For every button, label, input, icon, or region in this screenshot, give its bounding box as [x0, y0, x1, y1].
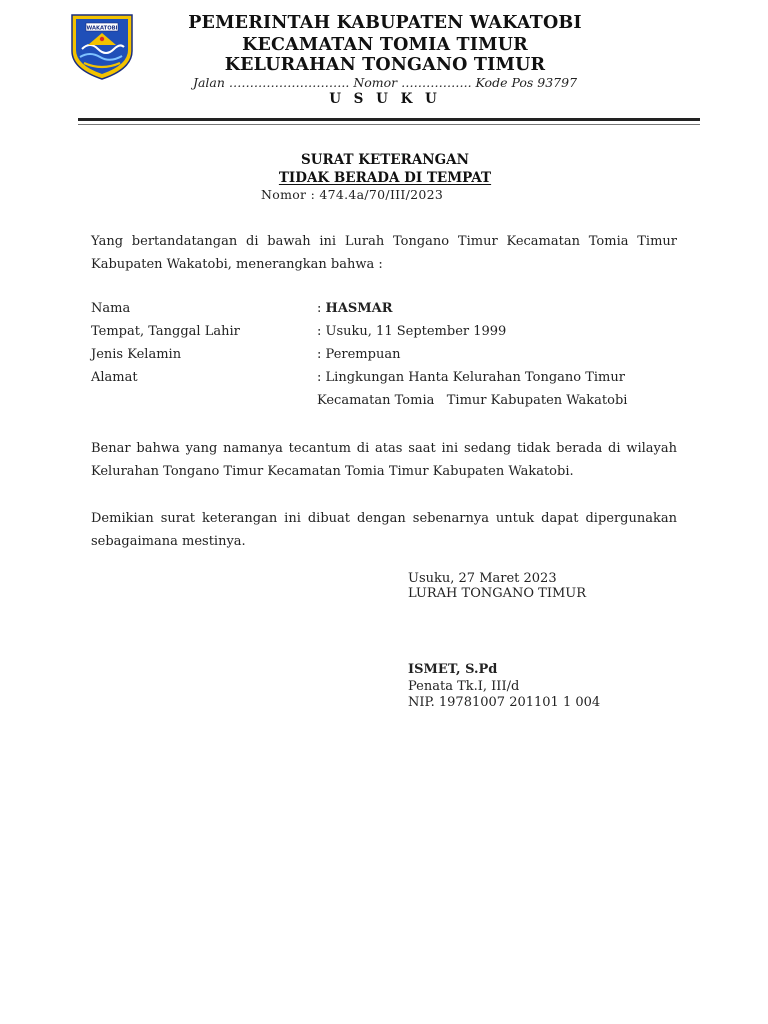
birth-value-row — [317, 324, 506, 339]
letterhead-district: KECAMATAN TOMIA TIMUR — [242, 35, 528, 55]
document-subtitle-text: TIDAK BERADA DI TEMPAT — [278, 170, 492, 186]
document-title: SURAT KETERANGAN — [301, 152, 469, 168]
address-label: Alamat — [91, 370, 138, 385]
signature-nip: NIP. 19781007 201101 1 004 — [408, 695, 601, 710]
birth-label: Tempat, Tanggal Lahir — [91, 324, 240, 339]
document-number: Nomor : 474.4a/70/III/2023 — [261, 187, 444, 202]
signature-place-date: Usuku, 27 Maret 2023 — [408, 571, 557, 586]
signature-official-title: LURAH TONGANO TIMUR — [408, 586, 587, 601]
gender-value-row — [317, 347, 400, 362]
intro-paragraph: Yang bertandatangan di bawah ini Lurah Tongano Timur Kecamatan Tomia Timur Kabupaten Wakatobi, menerangkan bahwa : — [91, 234, 677, 272]
birth-value: Usuku, 11 September 1999 — [325, 324, 507, 339]
signature-rank: Penata Tk.I, III/d — [408, 679, 520, 694]
letterhead-government: PEMERINTAH KABUPATEN WAKATOBI — [188, 13, 582, 33]
address-value-line1: Lingkungan Hanta Kelurahan Tongano Timur — [325, 370, 625, 385]
wakatobi-emblem-logo — [68, 11, 136, 81]
letterhead-divider-thick — [78, 118, 700, 121]
gender-value: Perempuan — [325, 347, 401, 362]
name-label: Nama — [91, 301, 131, 316]
signature-name: ISMET, S.Pd — [408, 662, 498, 677]
separator: : — [317, 347, 322, 362]
separator: : — [317, 301, 322, 316]
address-value-line2: Kecamatan Tomia Timur Kabupaten Wakatobi — [317, 393, 628, 408]
emblem-logo-text: WAKATOBI — [86, 25, 118, 32]
document-subtitle — [200, 170, 570, 186]
letterhead-divider-thin — [78, 124, 700, 125]
closing-paragraph: Demikian surat keterangan ini dibuat dengan sebenarnya untuk dapat dipergunakan sebagaimana mestinya. — [91, 511, 677, 549]
letterhead-village-office: KELURAHAN TONGANO TIMUR — [224, 55, 546, 75]
name-value-row — [317, 301, 393, 316]
statement-paragraph: Benar bahwa yang namanya tecantum di atas saat ini sedang tidak berada di wilayah Kelurahan Tongano Timur Kecamatan Tomia Timur Kabupaten Wakatobi. — [91, 441, 677, 479]
separator: : — [317, 324, 322, 339]
gender-label: Jenis Kelamin — [91, 347, 182, 362]
name-value: HASMAR — [325, 301, 393, 316]
address-value-row — [317, 370, 625, 385]
letterhead-address: Jalan ……………………….. Nomor …………….. Kode Pos 93797 — [192, 75, 578, 90]
letterhead-village-name: U S U K U — [329, 91, 441, 107]
separator: : — [317, 370, 322, 385]
